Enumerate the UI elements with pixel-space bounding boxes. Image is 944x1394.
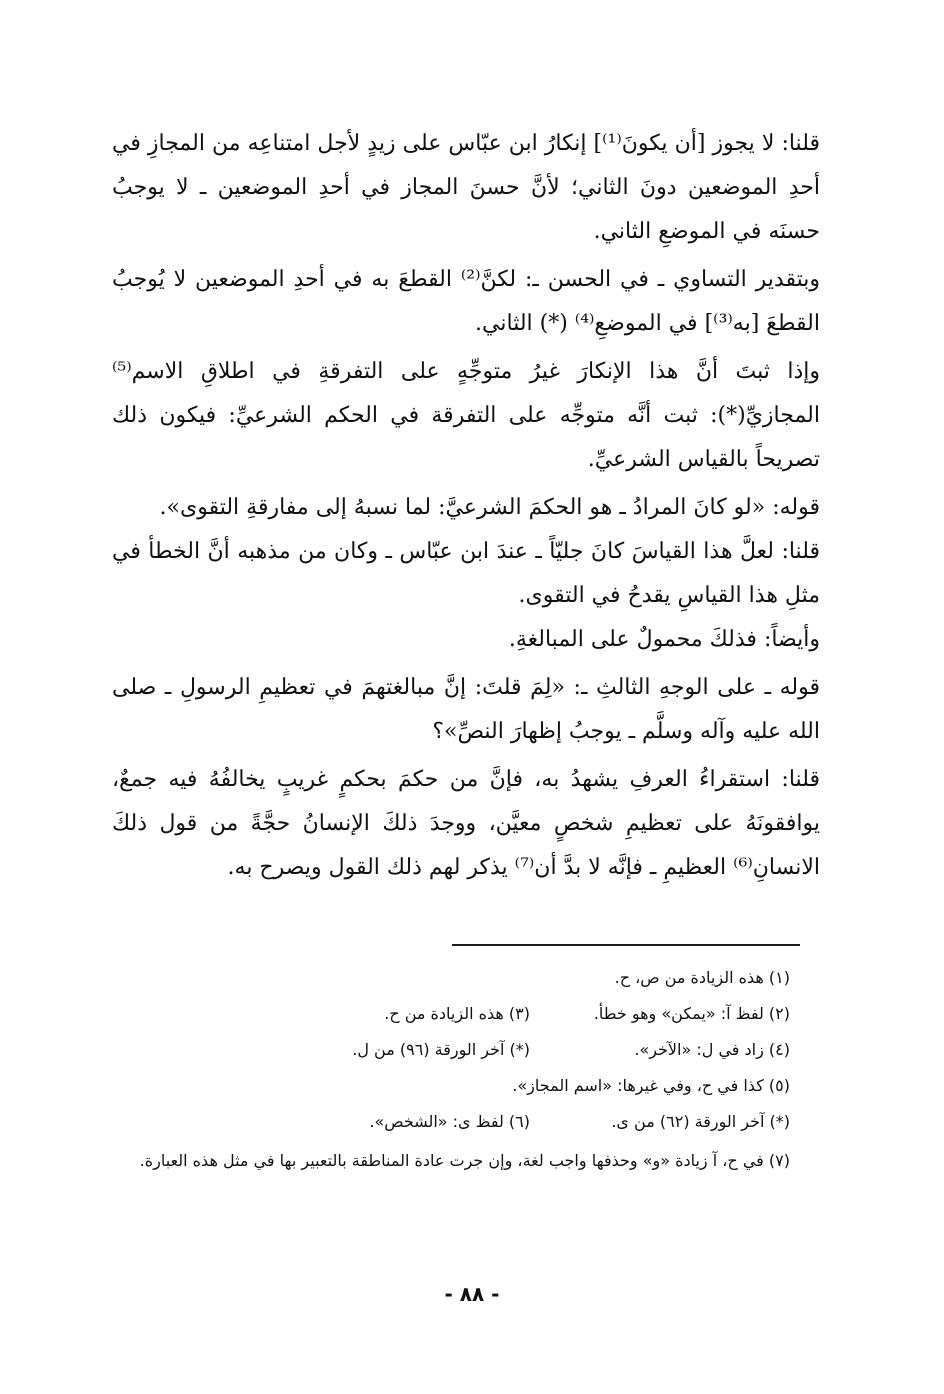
paragraph-1: قلنا: لا يجوز [أن يكونَ⁽¹⁾] إنكارُ ابن عبّاس على زيدٍ لأجل امتناعِه من المجازِ في أحدِ الموضعين دونَ الثاني؛ لأنَّ حسنَ المجاز في أحدِ الموضعين ـ لا يوجبُ حسنَه في الموضعِ الثاني.	[112, 131, 820, 244]
footnote-star-2: (*) آخر الورقة (٦٢) من ى.	[611, 1112, 790, 1131]
paragraph-2: وبتقدير التساوي ـ في الحسن ـ: لكنَّ⁽²⁾ القطعَ به في أحدِ الموضعين لا يُوجبُ القطعَ [به⁽³⁾] في الموضعِ⁽⁴⁾ (*) الثاني.	[112, 267, 820, 336]
main-text	[112, 122, 820, 890]
page-number: - ٨٨ -	[444, 1282, 500, 1306]
footnote-row-2	[130, 996, 790, 1032]
footnote-row-3	[130, 1032, 790, 1068]
footnote-4: (٤) زاد في ل: «الآخر».	[634, 1040, 790, 1059]
footnote-3: (٣) هذه الزيادة من ح.	[384, 1004, 530, 1023]
footnote-star-1: (*) آخر الورقة (٩٦) من ل.	[352, 1040, 530, 1059]
footnote-row-4	[130, 1068, 790, 1104]
footnote-6: (٦) لفظ ى: «الشخص».	[369, 1112, 530, 1131]
footnote-1: (١) هذه الزيادة من ص، ح.	[614, 968, 790, 987]
footnote-row-1	[130, 960, 790, 996]
paragraph-5: قلنا: لعلَّ هذا القياسَ كانَ جليّاً ـ عندَ ابن عبّاس ـ وكان من مذهبه أنَّ الخطأ في مثلِ هذا القياسِ يقدحُ في التقوى.	[112, 539, 820, 608]
footnote-row-5	[130, 1104, 790, 1140]
footnotes	[130, 960, 790, 1176]
paragraph-3: وإذا ثبتَ أنَّ هذا الإنكارَ غيرُ متوجِّهٍ على التفرقةِ في اطلاقِ الاسم⁽⁵⁾ المجازيِّ(*): ثبت أنَّه متوجِّه على التفرقة في الحكم الشرعيِّ: فيكون ذلك تصريحاً بالقياس الشرعيِّ.	[112, 359, 820, 472]
paragraph-4: قوله: «لو كانَ المرادُ ـ هو الحكمَ الشرعيَّ: لما نسبهُ إلى مفارقةِ التقوى».	[159, 495, 820, 520]
footnote-5: (٥) كذا في ح، وفي غيرها: «اسم المجاز».	[512, 1076, 790, 1095]
paragraph-8: قلنا: استقراءُ العرفِ يشهدُ به، فإنَّ من حكمَ بحكمٍ غريبٍ يخالفُهُ فيه جمعٌ، يوافقونَهُ على تعظيمِ شخصٍ معيَّن، ووجدَ ذلكَ الإنسانُ حجَّةً من قول ذلكَ الانسانِ⁽⁶⁾ العظيمِ ـ فإنَّه لا بدَّ أن⁽⁷⁾ يذكر لهم ذلك القول ويصرح به.	[112, 767, 820, 880]
paragraph-7: قوله ـ على الوجهِ الثالثِ ـ: «لِمَ قلتَ: إنَّ مبالغتهمَ في تعظيمِ الرسولِ ـ صلى الله عليه وآله وسلَّم ـ يوجبُ إظهارَ النصِّ»؟	[112, 675, 820, 744]
paragraph-6: وأيضاً: فذلكَ محمولٌ على المبالغةِ.	[508, 627, 820, 652]
footnote-7: (٧) في ح، آ زيادة «و» وحذفها واجب لغة، وإن جرت عادة المناطقة بالتعبير بها في مثل هذه العبارة.	[139, 1151, 790, 1170]
footnote-divider	[452, 944, 800, 946]
footnote-2: (٢) لفظ آ: «يمكن» وهو خطأ.	[593, 1004, 790, 1023]
